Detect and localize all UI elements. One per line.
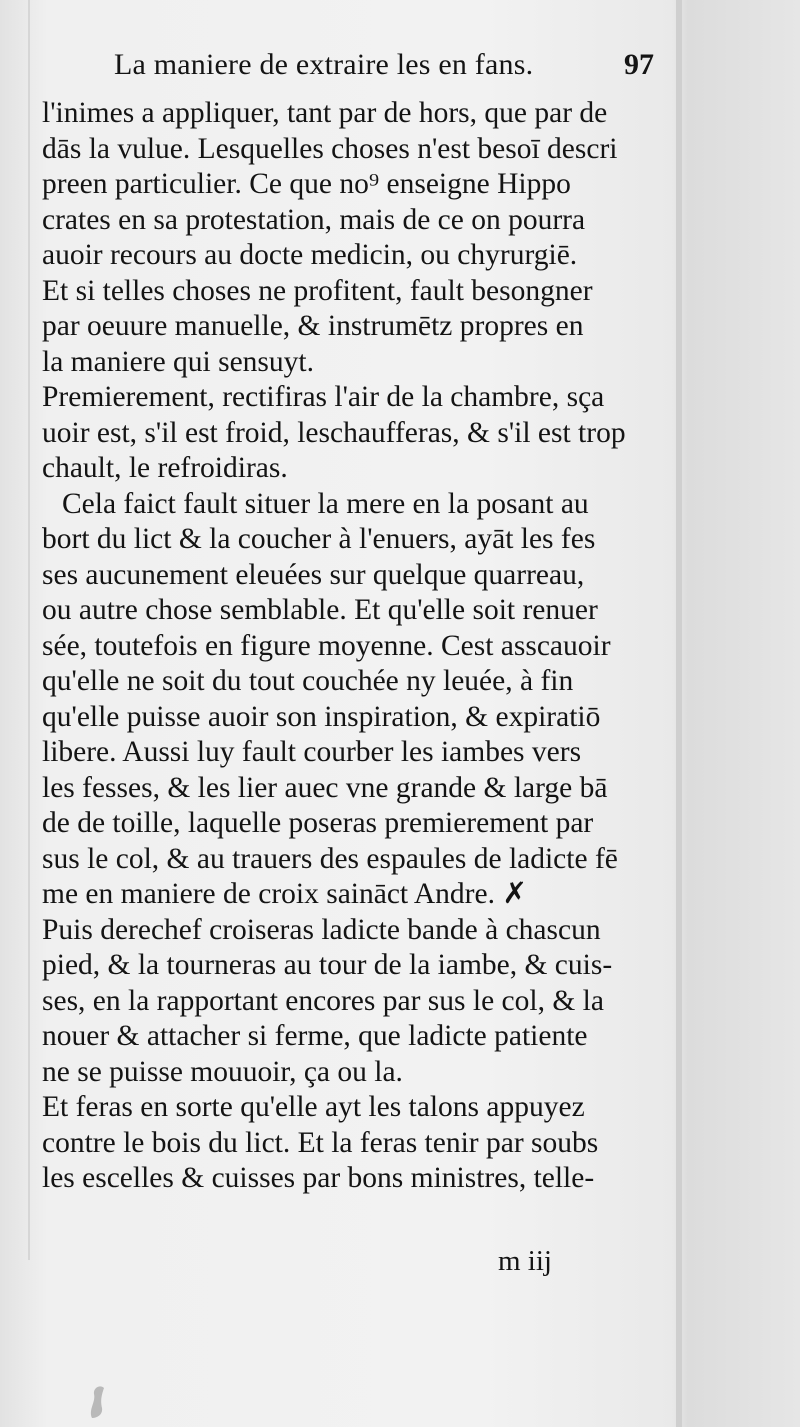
text-line: Puis derechef croiseras ladicte bande à chascun (42, 913, 601, 946)
text-line: Et feras en sorte qu'elle ayt les talons appuyez (42, 1091, 585, 1123)
text-line: auoir recours au docte medicin, ou chyrurgiē. (42, 239, 578, 271)
body-text (42, 96, 672, 1197)
text-line: dās la vulue. Lesquelles choses n'est besoī descri (42, 132, 618, 165)
text-line: la maniere qui sensuyt. (42, 345, 314, 378)
text-line: pied, & la tourneras au tour de la iambe, & cuis- (42, 949, 613, 981)
text-line: qu'elle ne soit du tout couchée ny leuée, à fin (42, 665, 574, 697)
page-number: 97 (624, 48, 654, 81)
text-line: crates en sa protestation, mais de ce on pourra (42, 203, 586, 236)
text-line: sus le col, & au trauers des espaules de ladicte fē (42, 842, 618, 875)
ink-smudge (78, 1380, 118, 1420)
page-gutter-shadow (676, 0, 682, 1427)
running-title: La maniere de extraire les en fans. (114, 48, 534, 81)
text-line: me en maniere de croix saināct Andre. ✗ (42, 878, 528, 910)
text-line: qu'elle puisse auoir son inspiration, & expiratiō (42, 700, 601, 733)
text-line: contre le bois du lict. Et la feras tenir par soubs (42, 1126, 599, 1159)
text-line: preen particulier. Ce que no⁹ enseigne Hippo (42, 168, 571, 200)
text-line: chault, le refroidiras. (42, 452, 288, 484)
text-line: nouer & attacher si ferme, que ladicte patiente (42, 1020, 588, 1052)
text-line: de de toille, laquelle poseras premierement par (42, 807, 594, 839)
text-line: les fesses, & les lier auec vne grande & large bā (42, 771, 608, 804)
text-line: les escelles & cuisses par bons ministres, telle- (42, 1162, 595, 1194)
text-line: l'inimes a appliquer, tant par de hors, que par de (42, 97, 608, 129)
page-left-edge (28, 0, 30, 1260)
text-line: libere. Aussi luy fault courber les iambes vers (42, 736, 582, 768)
text-line: par oeuure manuelle, & instrumētz propres en (42, 310, 584, 342)
text-line: Et si telles choses ne profitent, fault besongner (42, 274, 593, 307)
signature-mark: m iij (498, 1245, 552, 1277)
text-line: uoir est, s'il est froid, leschaufferas, & s'il est trop (42, 416, 626, 449)
text-line: ses, en la rapportant encores par sus le col, & la (42, 984, 604, 1017)
text-line: Cela faict fault situer la mere en la posant au (62, 487, 589, 520)
text-line: sée, toutefois en figure moyenne. Cest asscauoir (42, 629, 611, 662)
text-line: ne se puisse mouuoir, ça ou la. (42, 1055, 403, 1088)
text-line: ou autre chose semblable. Et qu'elle soit renuer (42, 594, 598, 626)
text-line: ses aucunement eleuées sur quelque quarreau, (42, 558, 585, 591)
page-header (44, 48, 684, 92)
text-line: bort du lict & la coucher à l'enuers, ayāt les fes (42, 523, 596, 555)
text-line: Premierement, rectifiras l'air de la chambre, sça (42, 381, 605, 413)
